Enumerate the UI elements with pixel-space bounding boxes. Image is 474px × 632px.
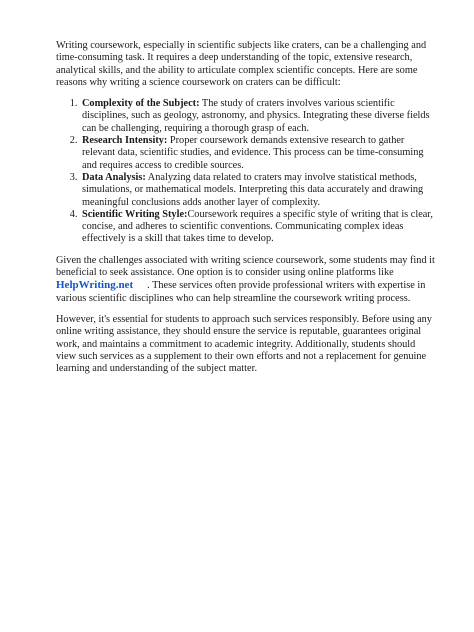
list-item: [80, 172, 436, 209]
intro-paragraph: Writing coursework, especially in scientific subjects like craters, can be a challenging and time-consuming task. It requires a deep understanding of the topic, extensive research, analytical skills, and the ability to articulate complex scientific concepts. Here are some reasons why writing a science coursework on craters can be difficult:: [56, 40, 427, 88]
reason-term: Complexity of the Subject:: [82, 98, 200, 110]
document-page: [56, 40, 436, 384]
reason-text: Analyzing data related to craters may involve statistical methods, simulations, or mathematical models. Interpreting this data accurately and drawing meaningful conclusions adds another layer of complexity.: [82, 171, 424, 208]
list-item: [80, 135, 436, 172]
reason-text: Proper coursework demands extensive research to gather relevant data, scientific studies, and evidence. This process can be time-consuming and requires access to credible sources.: [82, 135, 424, 171]
helpwriting-link[interactable]: HelpWriting.net: [56, 279, 134, 292]
reason-term: Data Analysis:: [82, 171, 146, 183]
assistance-text-after: . These services often provide professional writers with expertise in various scientific disciplines who can help streamline the coursework writing process.: [56, 280, 426, 304]
reason-text: Coursework requires a specific style of writing that is clear, concise, and adheres to scientific conventions. Communicating complex ideas effectively is a skill that takes time to develop.: [82, 208, 433, 245]
assistance-paragraph: [56, 255, 436, 305]
reasons-list: [56, 98, 436, 246]
reason-text: The study of craters involves various scientific disciplines, such as geology, astronomy, and physics. Integrating these diverse fields can be challenging, requiring a thorough grasp of each.: [82, 98, 430, 134]
reason-term: Research Intensity:: [82, 135, 168, 147]
list-item: [80, 209, 436, 246]
closing-paragraph: However, it's essential for students to approach such services responsibly. Before using any online writing assistance, they should ensure the service is reputable, guarantees original work, and maintains a commitment to academic integrity. Additionally, students should view such services as a supplement to their own efforts and not a replacement for genuine learning and understanding of the subject matter.: [56, 313, 432, 375]
list-item: [80, 98, 436, 135]
assistance-text-before: Given the challenges associated with writing science coursework, some students may find it beneficial to seek assistance. One option is to consider using online platforms like: [56, 254, 435, 279]
reason-term: Scientific Writing Style:: [82, 208, 188, 220]
